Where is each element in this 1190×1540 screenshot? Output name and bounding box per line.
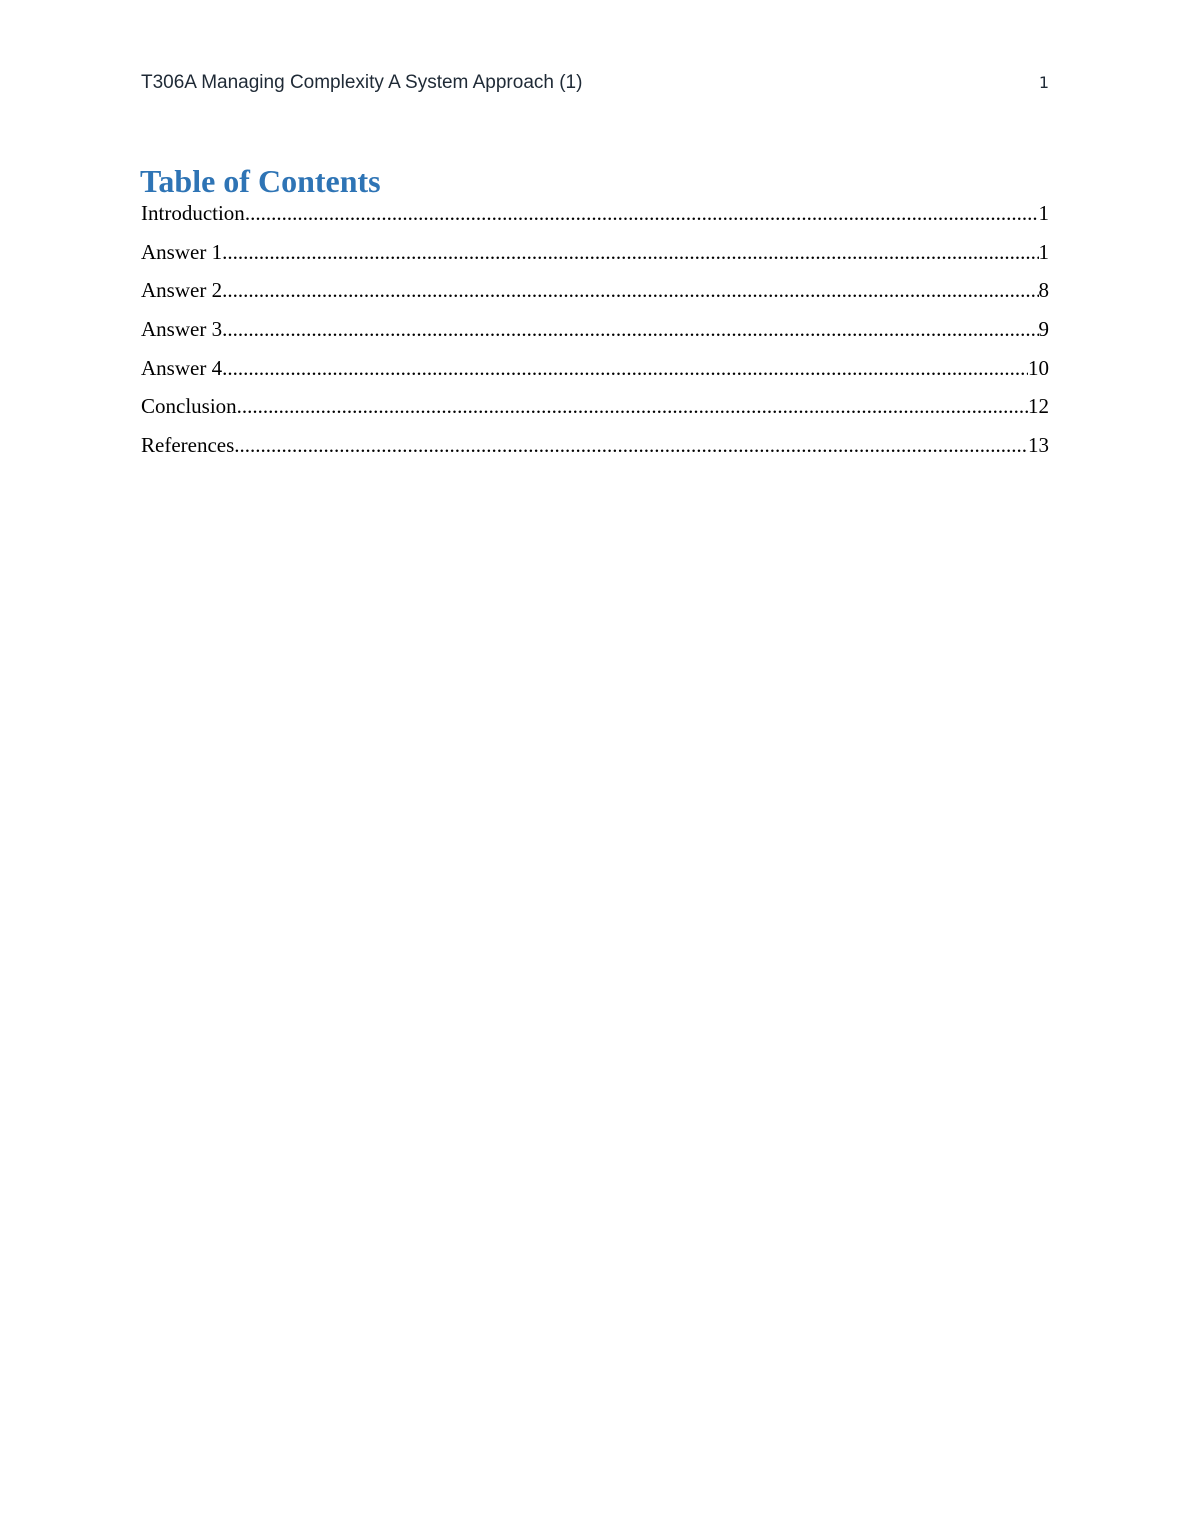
toc-entry-answer-3[interactable] <box>141 317 1049 356</box>
toc-entry-label: References <box>141 433 235 458</box>
toc-entry-page: 10 <box>1028 355 1049 380</box>
toc-dot-leader <box>222 240 1038 265</box>
toc-entry-answer-2[interactable] <box>141 278 1049 317</box>
toc-entry-page: 1 <box>1038 201 1049 225</box>
toc-dot-leader <box>237 394 1028 419</box>
toc-entry-page: 1 <box>1038 239 1049 264</box>
toc-entry-label: Answer 1 <box>141 239 223 264</box>
toc-entry-answer-4[interactable] <box>141 356 1049 395</box>
toc-entry-page: 12 <box>1028 394 1049 419</box>
toc-entry-label: Answer 2 <box>141 278 223 303</box>
toc-entry-introduction[interactable] <box>141 201 1049 240</box>
toc-list <box>141 201 1049 472</box>
toc-entry-page: 9 <box>1038 317 1049 342</box>
toc-dot-leader <box>245 201 1039 226</box>
running-header-title: T306A Managing Complexity A System Approach (1) <box>141 72 583 93</box>
toc-entry-label: Answer 4 <box>141 355 223 380</box>
toc-dot-leader <box>222 317 1038 342</box>
toc-entry-page: 13 <box>1028 433 1049 458</box>
toc-dot-leader <box>234 433 1028 458</box>
toc-entry-conclusion[interactable] <box>141 394 1049 433</box>
toc-dot-leader <box>222 356 1028 381</box>
toc-entry-references[interactable] <box>141 433 1049 472</box>
toc-entry-label: Answer 3 <box>141 317 223 342</box>
header-page-number: 1 <box>1038 73 1049 92</box>
toc-heading: Table of Contents <box>140 163 381 199</box>
toc-entry-answer-1[interactable] <box>141 240 1049 279</box>
toc-dot-leader <box>222 278 1038 303</box>
toc-entry-label: Introduction <box>141 201 245 225</box>
toc-entry-label: Conclusion <box>141 394 237 419</box>
toc-entry-page: 8 <box>1038 278 1049 303</box>
